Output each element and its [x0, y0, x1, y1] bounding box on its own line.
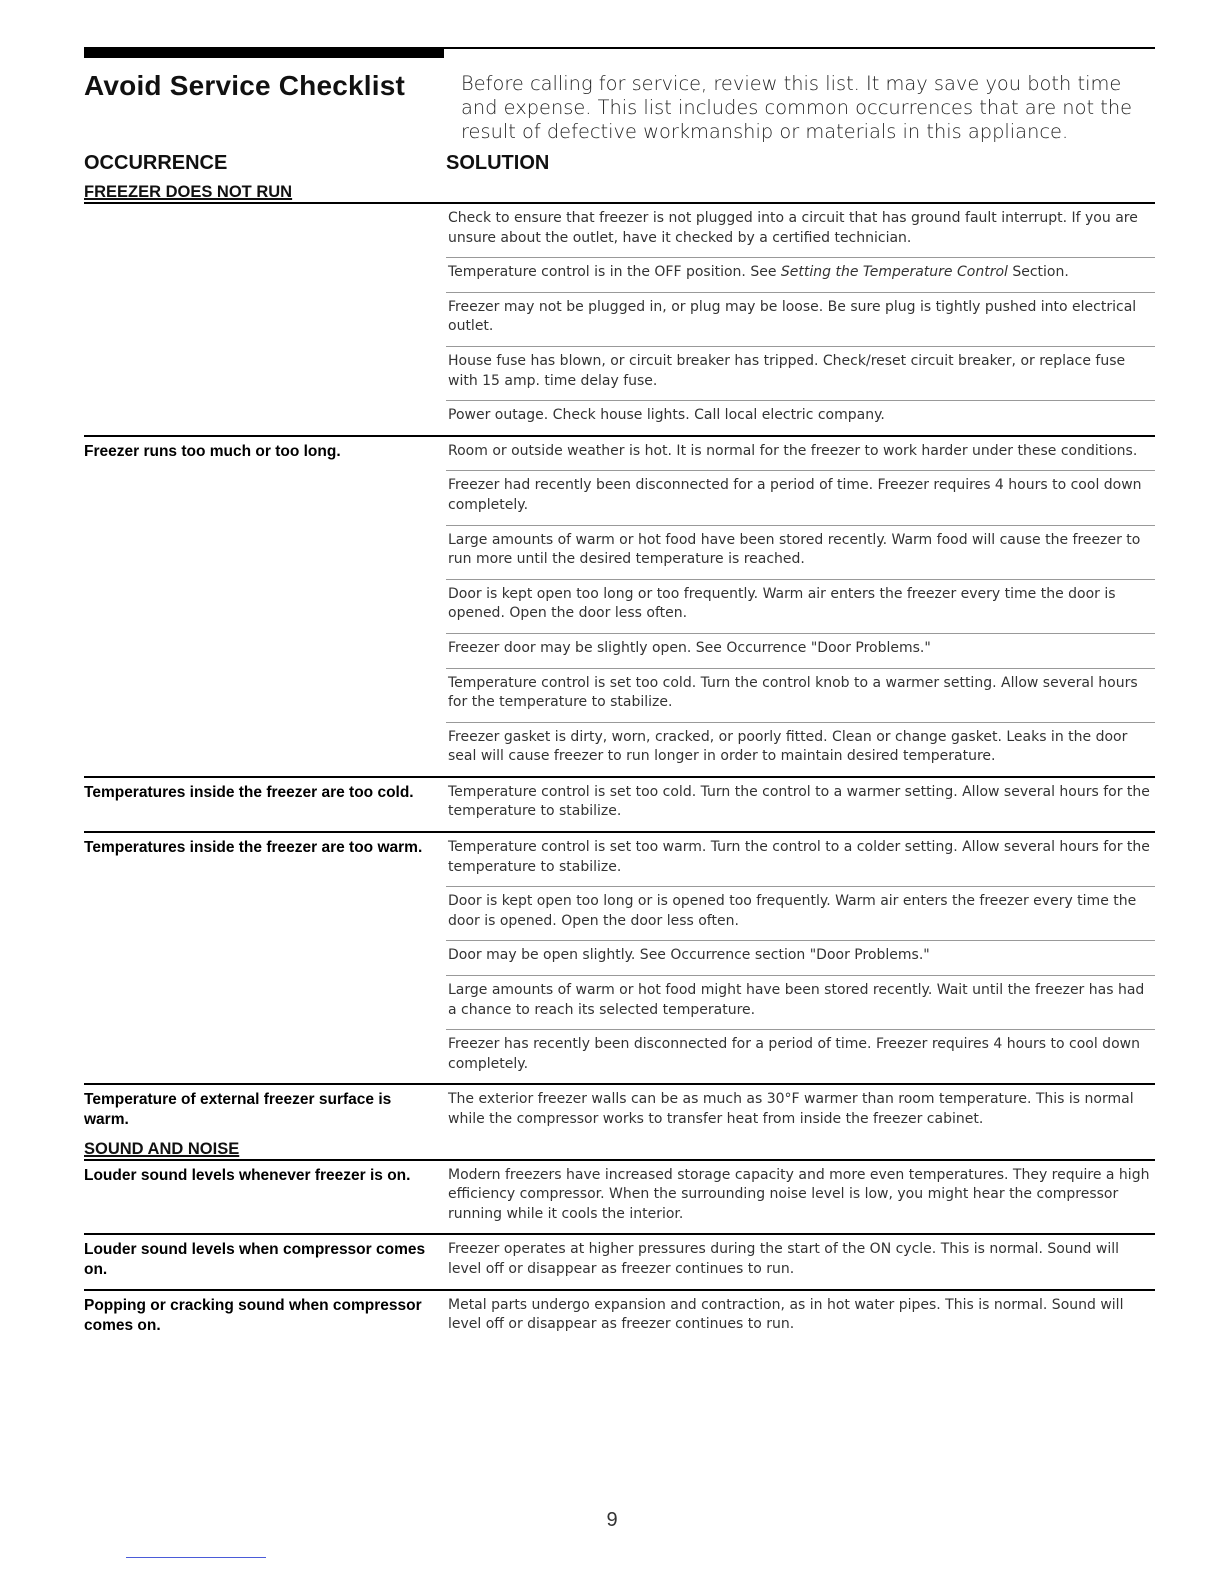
solution-list: [446, 778, 1155, 831]
solution-item: Check to ensure that freezer is not plugged into a circuit that has ground fault interrupt. If you are unsure about the outlet, have it checked by a certified technician.: [448, 210, 1138, 246]
occurrence-text: Temperatures inside the freezer are too cold.: [84, 783, 414, 801]
occurrence-text: Louder sound levels when compressor comes on.: [84, 1241, 426, 1279]
solution-item: Freezer has recently been disconnected for a period of time. Freezer requires 4 hours to cool down completely.: [446, 1029, 1155, 1083]
solution-column-heading: SOLUTION: [446, 152, 550, 174]
solution-item: [446, 257, 1155, 292]
occurrence-text: Louder sound levels whenever freezer is on.: [84, 1166, 411, 1184]
checklist-row: [84, 1159, 1155, 1234]
solution-item: Door is kept open too long or is opened too frequently. Warm air enters the freezer every time the door is opened. Open the door less often.: [446, 886, 1155, 940]
section-reference: Setting the Temperature Control: [780, 264, 1008, 281]
solution-item: Door may be open slightly. See Occurrence section "Door Problems.": [446, 940, 1155, 975]
solution-item: Temperature control is set too cold. Turn the control knob to a warmer setting. Allow several hours for the temperature to stabilize.: [446, 668, 1155, 722]
occurrence-text: Temperatures inside the freezer are too warm.: [84, 839, 423, 857]
intro-text: Before calling for service, review this list. It may save you both time and expense. This list includes common occurrences that are not the result of defective workmanship or materials in this appliance.: [461, 72, 1133, 143]
page-title: Avoid Service Checklist: [84, 70, 406, 101]
solution-text: Temperature control is in the OFF position. See: [448, 264, 781, 281]
occurrence-text: [84, 204, 446, 435]
solution-item: Metal parts undergo expansion and contraction, as in hot water pipes. This is normal. Sound will level off or disappear as freezer continues to run.: [448, 1296, 1124, 1333]
solution-item: Freezer had recently been disconnected for a period of time. Freezer requires 4 hours to cool down completely.: [446, 470, 1155, 524]
solution-list: [446, 1085, 1155, 1138]
checklist-row: [84, 831, 1155, 1083]
checklist-row: [84, 202, 1155, 435]
page-number: 9: [606, 1509, 618, 1531]
section-heading: SOUND AND NOISE: [84, 1139, 240, 1158]
solution-list: [446, 1235, 1155, 1288]
solution-item: Temperature control is set too warm. Turn the control to a colder setting. Allow several hours for the temperature to stabilize.: [448, 839, 1150, 875]
solution-item: Power outage. Check house lights. Call local electric company.: [446, 400, 1155, 435]
solution-item: Freezer may not be plugged in, or plug may be loose. Be sure plug is tightly pushed into electrical outlet.: [446, 292, 1155, 346]
solution-item: Large amounts of warm or hot food might have been stored recently. Wait until the freezer has had a chance to reach its selected temperature.: [446, 975, 1155, 1029]
solution-list: [446, 1161, 1155, 1234]
solution-item: House fuse has blown, or circuit breaker has tripped. Check/reset circuit breaker, or replace fuse with 15 amp. time delay fuse.: [446, 346, 1155, 400]
solution-list: [446, 204, 1155, 435]
checklist-row: [84, 1083, 1155, 1138]
section-heading: FREEZER DOES NOT RUN: [84, 183, 293, 201]
solution-item: Freezer door may be slightly open. See Occurrence "Door Problems.": [446, 633, 1155, 668]
solution-list: [446, 437, 1155, 776]
occurrence-text: Freezer runs too much or too long.: [84, 442, 341, 460]
header-rule-thick: [84, 47, 444, 58]
solution-item: Temperature control is set too cold. Turn the control to a warmer setting. Allow several hours for the temperature to stabilize.: [448, 783, 1150, 820]
occurrence-text: Temperature of external freezer surface is warm.: [84, 1091, 392, 1129]
footer-rule: [126, 1557, 266, 1558]
solution-list: [446, 833, 1155, 1083]
occurrence-column-heading: OCCURRENCE: [84, 152, 228, 174]
solution-item: Room or outside weather is hot. It is normal for the freezer to work harder under these conditions.: [448, 442, 1138, 459]
solution-item: The exterior freezer walls can be as much as 30°F warmer than room temperature. This is normal while the compressor works to transfer heat from inside the freezer cabinet.: [448, 1091, 1134, 1127]
solution-item: Large amounts of warm or hot food have been stored recently. Warm food will cause the freezer to run more until the desired temperature is reached.: [446, 525, 1155, 579]
checklist-row: [84, 1289, 1155, 1344]
header-rule-thin: [444, 47, 1155, 49]
occurrence-text: Popping or cracking sound when compressor comes on.: [84, 1296, 422, 1334]
solution-item: Freezer gasket is dirty, worn, cracked, or poorly fitted. Clean or change gasket. Leaks in the door seal will cause freezer to run longer in order to maintain desired temperature.: [446, 722, 1155, 776]
solution-item: Door is kept open too long or too frequently. Warm air enters the freezer every time the door is opened. Open the door less often.: [446, 579, 1155, 633]
solution-list: [446, 1291, 1155, 1344]
solution-item: Freezer operates at higher pressures during the start of the ON cycle. This is normal. Sound will level off or disappear as freezer continues to run.: [448, 1241, 1119, 1277]
checklist-row: [84, 435, 1155, 776]
checklist: [84, 182, 1155, 1344]
solution-item: Modern freezers have increased storage capacity and more even temperatures. They require a high efficiency compressor. When the surrounding noise level is low, you might hear the compressor running while it cools the interior.: [448, 1166, 1150, 1222]
solution-text: Section.: [1007, 264, 1069, 281]
checklist-row: [84, 1233, 1155, 1288]
checklist-row: [84, 776, 1155, 831]
